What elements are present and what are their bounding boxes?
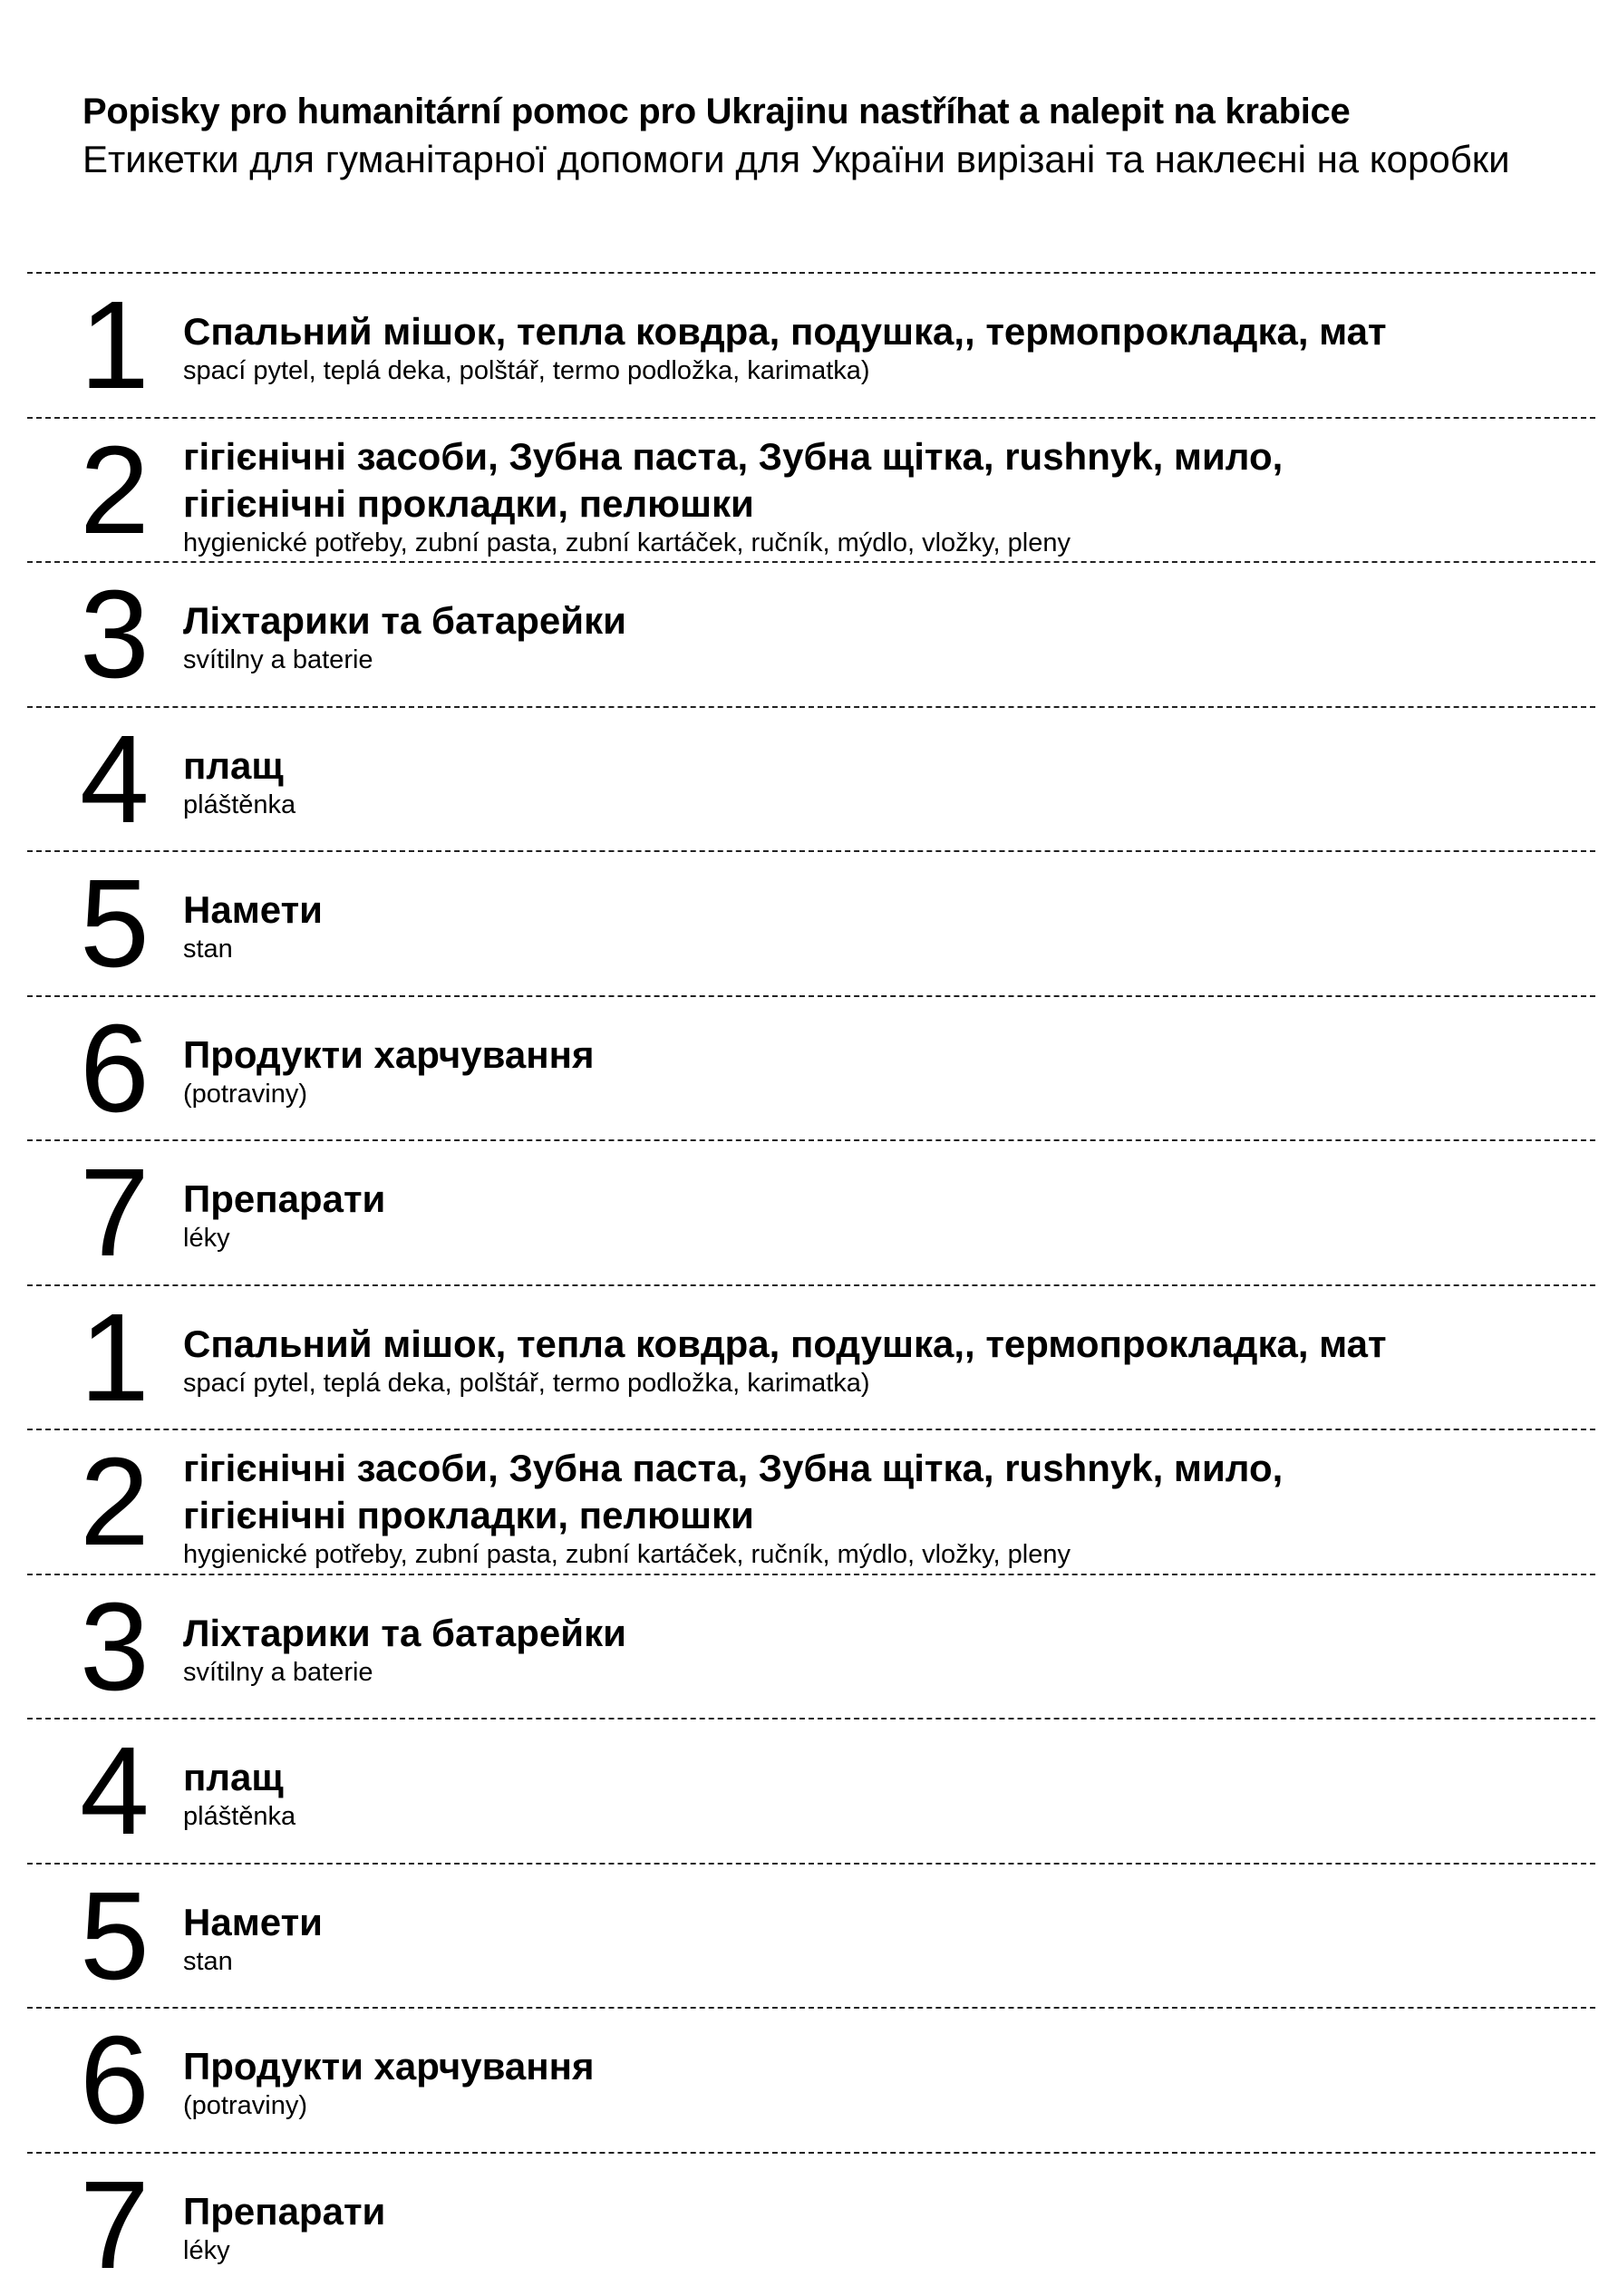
page-title-czech: Popisky pro humanitární pomoc pro Ukrajinu nastříhat a nalepit na krabice [82, 89, 1551, 134]
label-5 [27, 850, 1595, 995]
label-text [183, 2188, 1543, 2266]
label-number: 7 [80, 1145, 161, 1281]
label-ukrainian-text: Ліхтарики та батарейки [183, 1610, 1543, 1657]
label-text [183, 1032, 1543, 1109]
label-3-repeat [27, 1574, 1595, 1719]
label-number: 6 [80, 1001, 161, 1137]
label-text [183, 433, 1543, 558]
label-ukrainian-text: Ліхтарики та батарейки [183, 597, 1543, 644]
label-3 [27, 561, 1595, 706]
label-2-repeat [27, 1429, 1595, 1574]
label-czech-text: (potraviny) [183, 1079, 1543, 1109]
page-title-ukrainian: Етикетки для гуманітарної допомоги для України вирізані та наклеєні на коробки [82, 134, 1551, 185]
label-czech-text: léky [183, 2235, 1543, 2266]
label-4-repeat [27, 1718, 1595, 1863]
label-ukrainian-text: Продукти харчування [183, 2043, 1543, 2090]
label-ukrainian-text: Препарати [183, 2188, 1543, 2235]
label-number: 6 [80, 2012, 161, 2148]
label-number: 7 [80, 2157, 161, 2293]
label-czech-text: spací pytel, teplá deka, polštář, termo podložka, karimatka) [183, 1368, 1543, 1399]
label-czech-text: léky [183, 1223, 1543, 1254]
label-text [183, 1610, 1543, 1688]
label-4 [27, 706, 1595, 851]
labels-list [27, 272, 1595, 2296]
label-number: 2 [80, 422, 161, 558]
label-text [183, 308, 1543, 386]
label-7-repeat [27, 2152, 1595, 2296]
label-czech-text: spací pytel, teplá deka, polštář, termo podložka, karimatka) [183, 355, 1543, 386]
label-czech-text: stan [183, 1946, 1543, 1977]
label-text [183, 1899, 1543, 1977]
label-number: 1 [80, 277, 161, 413]
label-text [183, 1445, 1543, 1570]
label-czech-text: stan [183, 934, 1543, 964]
label-text [183, 742, 1543, 820]
label-czech-text: pláštěnka [183, 790, 1543, 820]
label-2 [27, 417, 1595, 562]
label-number: 3 [80, 1579, 161, 1715]
label-number: 4 [80, 1723, 161, 1859]
label-text [183, 1321, 1543, 1399]
label-ukrainian-text: Намети [183, 886, 1543, 934]
label-ukrainian-text: Спальний мішок, тепла ковдра, подушка,, термопрокладка, мат [183, 1321, 1543, 1368]
label-text [183, 597, 1543, 675]
label-6 [27, 995, 1595, 1140]
label-text [183, 1176, 1543, 1254]
label-number: 1 [80, 1290, 161, 1426]
label-czech-text: svítilny a baterie [183, 644, 1543, 675]
label-ukrainian-text: Спальний мішок, тепла ковдра, подушка,, термопрокладка, мат [183, 308, 1543, 355]
label-ukrainian-text: плащ [183, 1754, 1543, 1801]
label-ukrainian-text: Продукти харчування [183, 1032, 1543, 1079]
page-header [82, 89, 1551, 185]
label-ukrainian-text: Препарати [183, 1176, 1543, 1223]
label-czech-text: pláštěnka [183, 1801, 1543, 1832]
label-1-repeat [27, 1284, 1595, 1429]
label-number: 5 [80, 856, 161, 992]
label-number: 5 [80, 1868, 161, 2004]
label-1 [27, 272, 1595, 417]
label-czech-text: hygienické potřeby, zubní pasta, zubní kartáček, ručník, mýdlo, vložky, pleny [183, 528, 1543, 558]
label-czech-text: svítilny a baterie [183, 1657, 1543, 1688]
label-5-repeat [27, 1863, 1595, 2008]
label-czech-text: hygienické potřeby, zubní pasta, zubní kartáček, ručník, mýdlo, vložky, pleny [183, 1539, 1543, 1570]
label-number: 2 [80, 1434, 161, 1570]
label-7 [27, 1139, 1595, 1284]
label-text [183, 886, 1543, 964]
label-ukrainian-text: гігієнічні засоби, Зубна паста, Зубна щітка, rushnyk, мило, гігієнічні прокладки, пелюшки [183, 1445, 1543, 1539]
label-number: 3 [80, 567, 161, 702]
label-ukrainian-text: плащ [183, 742, 1543, 790]
label-text [183, 2043, 1543, 2121]
label-text [183, 1754, 1543, 1832]
label-number: 4 [80, 712, 161, 848]
label-6-repeat [27, 2007, 1595, 2152]
label-ukrainian-text: гігієнічні засоби, Зубна паста, Зубна щітка, rushnyk, мило, гігієнічні прокладки, пелюшки [183, 433, 1543, 528]
label-czech-text: (potraviny) [183, 2090, 1543, 2121]
label-ukrainian-text: Намети [183, 1899, 1543, 1946]
